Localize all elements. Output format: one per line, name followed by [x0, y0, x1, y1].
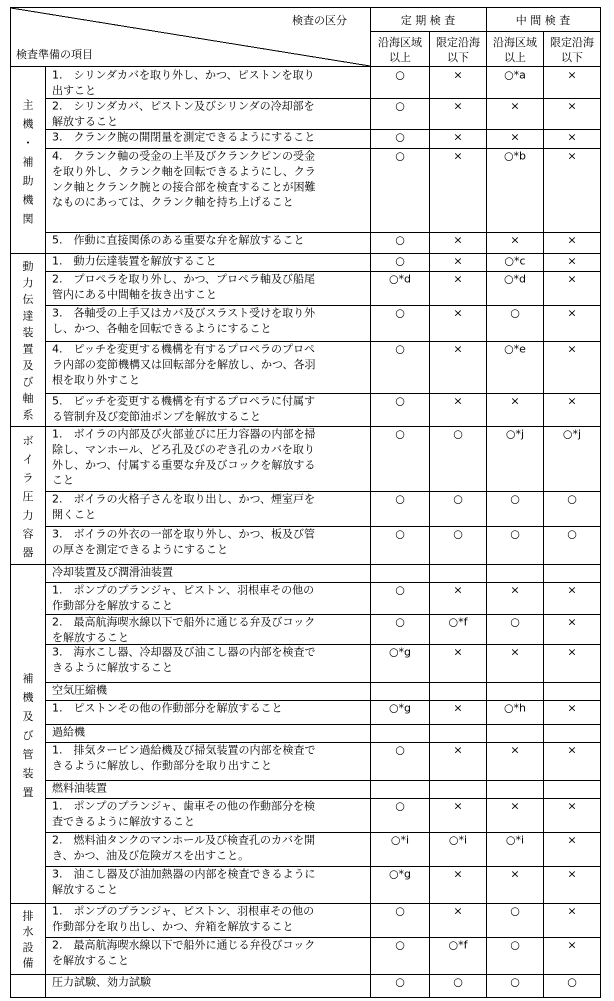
check-mark: ○*j: [562, 427, 582, 441]
check-mark: ×: [567, 645, 577, 659]
item-text-line: 管内にある中間軸を抜き出すこと: [52, 287, 217, 301]
check-mark: ×: [510, 867, 520, 881]
check-mark: ○: [510, 306, 520, 320]
section-label-char: 助: [22, 174, 34, 188]
check-mark: ○*b: [503, 149, 527, 163]
check-mark: ○: [510, 615, 520, 629]
col-header-line: 限定沿海: [550, 36, 594, 49]
table-row: [45, 683, 600, 697]
table-row: [45, 615, 600, 644]
check-mark: ○*f: [448, 615, 468, 629]
check-mark: ×: [510, 233, 520, 247]
table-row: [52, 68, 577, 97]
item-text-line: 圧力試験、効力試験: [52, 975, 151, 989]
check-mark: ○*h: [503, 701, 527, 715]
check-mark: ×: [567, 904, 577, 918]
table-row: [45, 833, 600, 862]
check-mark: ×: [453, 149, 463, 163]
section-label-char: 備: [22, 956, 34, 970]
check-mark: ○*d: [388, 272, 412, 286]
table-row: [45, 272, 600, 301]
check-mark: ×: [453, 99, 463, 113]
check-mark: ○*i: [505, 833, 525, 847]
check-mark: ○: [395, 527, 405, 541]
check-mark: ×: [453, 904, 463, 918]
check-mark: ○: [395, 492, 405, 506]
periodic-inspection-header: 定 期 検 査: [400, 14, 456, 27]
check-mark: ×: [567, 615, 577, 629]
check-mark: ○*i: [390, 833, 410, 847]
check-mark: ×: [453, 233, 463, 247]
check-mark: ○*g: [388, 867, 412, 881]
check-mark: ○: [395, 254, 405, 268]
check-mark: ×: [567, 233, 577, 247]
check-mark: ×: [510, 799, 520, 813]
inspection-category-label: 検査の区分: [292, 14, 347, 27]
check-mark: ×: [567, 701, 577, 715]
col-header-limited-below-periodic: [436, 35, 480, 64]
check-mark: ○: [395, 427, 405, 441]
table-row: [45, 938, 600, 967]
section-main-engine: [10, 68, 600, 254]
table-row: [45, 99, 600, 128]
check-mark: ×: [567, 306, 577, 320]
item-text-line: 5. 作動に直接関係のある重要な弁を解放すること: [52, 233, 305, 247]
item-text-line: 解放すること: [52, 882, 118, 896]
item-text-line: 2. 燃料油タンクのマンホール及び検査孔のカバを開: [52, 833, 316, 847]
section-label-char: 装: [22, 766, 34, 780]
item-text-line: 4. ピッチを変更する機構を有するプロペラのプロペ: [52, 342, 316, 356]
check-mark: ○*d: [503, 272, 527, 286]
item-text-line: 2. 最高航海喫水線以下で船外に通じる弁及びコック: [52, 615, 316, 629]
section-label-char: 水: [22, 925, 34, 939]
check-mark: ×: [453, 254, 463, 268]
check-mark: ×: [453, 583, 463, 597]
section-label-char: 補: [22, 155, 34, 169]
check-mark: ○*f: [448, 938, 468, 952]
section-label-char: 動: [22, 259, 34, 273]
section-label-char: ・: [22, 136, 34, 150]
col-header-line: 沿海区域: [493, 36, 537, 49]
check-mark: ×: [567, 254, 577, 268]
item-text-line: なものにあっては、クランク軸を持ち上げること: [52, 195, 294, 209]
table-row: [45, 306, 600, 335]
check-mark: ×: [453, 130, 463, 144]
section-auxiliary: [10, 565, 600, 904]
table-row: [45, 394, 600, 423]
section-label-char: 伝: [22, 292, 34, 306]
section-label-char: ラ: [22, 471, 34, 485]
item-text-line: 作動部分を解放すること: [52, 598, 173, 612]
check-mark: ○*i: [448, 833, 468, 847]
check-mark: ○: [395, 99, 405, 113]
section-label-char: 及: [22, 709, 34, 723]
table-row: [45, 799, 600, 828]
check-mark: ×: [567, 99, 577, 113]
col-header-line: 沿海区域: [378, 36, 422, 49]
item-text-line: の厚さを測定できるようにすること: [52, 542, 228, 556]
item-text-line: 除し、マンホール、どろ孔及びのぞき孔のカバを取り: [52, 442, 315, 456]
check-mark: ○*c: [504, 254, 526, 268]
item-text-line: 4. クランク軸の受金の上半及びクランクピンの受金: [52, 149, 316, 163]
item-text-line: 1. 排気タービン過給機及び掃気装置の内部を検査で: [52, 743, 316, 757]
check-mark: ×: [453, 342, 463, 356]
col-header-line: 以下: [447, 51, 469, 64]
check-mark: ○*g: [388, 645, 412, 659]
col-header-line: 以下: [561, 51, 583, 64]
item-text-line: 燃料油装置: [52, 781, 107, 795]
check-mark: ○: [567, 527, 577, 541]
col-header-coastal-above-intermediate: [493, 35, 537, 64]
preparation-items-label: 検査準備の項目: [16, 48, 93, 61]
item-text-line: を取り外し、クランク軸を回転できるようにし、クラ: [52, 164, 316, 178]
section-label-char: 主: [22, 98, 34, 112]
check-mark: ○: [395, 938, 405, 952]
item-text-line: 1. ポンプのプランジャ、ピストン、羽根車その他の: [52, 583, 315, 597]
check-mark: ○: [395, 799, 405, 813]
item-text-line: 3. 油こし器及び油加熱器の内部を検査できるように: [52, 867, 316, 881]
section-label-char: イ: [22, 453, 34, 467]
check-mark: ○: [510, 975, 520, 989]
check-mark: ×: [510, 130, 520, 144]
check-mark: ×: [567, 583, 577, 597]
check-mark: ○: [567, 975, 577, 989]
check-mark: ○: [395, 233, 405, 247]
item-text-line: 開くこと: [52, 507, 96, 521]
item-text-line: 2. シリンダカバ、ピストン及びシリンダの冷却部を: [52, 99, 315, 113]
table-row: [45, 492, 600, 521]
check-mark: ○*a: [504, 68, 526, 82]
check-mark: ×: [567, 938, 577, 952]
check-mark: ○: [567, 492, 577, 506]
item-text-line: 1. ボイラの内部及び火部並びに圧力容器の内部を掃: [52, 427, 316, 441]
item-text-line: 2. 最高航海喫水線以下で船外に通じる弁役びコック: [52, 938, 316, 952]
section-label-char: 設: [22, 940, 34, 954]
table-row: [52, 254, 577, 268]
check-mark: ○: [395, 68, 405, 82]
item-text-line: こと: [52, 473, 74, 487]
check-mark: ×: [510, 583, 520, 597]
check-mark: ○: [510, 904, 520, 918]
check-mark: ×: [567, 272, 577, 286]
check-mark: ×: [453, 394, 463, 408]
check-mark: ×: [567, 799, 577, 813]
section-label-char: 力: [22, 508, 34, 522]
check-mark: ○: [453, 427, 463, 441]
check-mark: ○*j: [505, 427, 525, 441]
table-row: [45, 867, 600, 896]
table-row: [52, 975, 577, 989]
section-pressure-test: [10, 975, 600, 998]
item-text-line: 2. ボイラの火格子さんを取り出し、かつ、煙室戸を: [52, 492, 316, 506]
col-header-line: 限定沿海: [436, 36, 480, 49]
check-mark: ×: [510, 743, 520, 757]
col-header-line: 以上: [389, 51, 411, 64]
check-mark: ○: [395, 130, 405, 144]
item-text-line: 3. ボイラの外衣の一部を取り外し、かつ、板及び管: [52, 527, 316, 541]
check-mark: ×: [567, 394, 577, 408]
item-text-line: 冷却装置及び潤滑油装置: [52, 565, 173, 579]
section-label-char: 器: [22, 545, 34, 559]
check-mark: ×: [453, 68, 463, 82]
item-text-line: 根を取り外すこと: [52, 373, 140, 387]
item-text-line: きるように解放し、作動部分を取り出すこと: [52, 758, 272, 772]
check-mark: ○: [453, 527, 463, 541]
check-mark: ×: [453, 306, 463, 320]
col-header-coastal-above-periodic: [378, 35, 422, 64]
section-label-char: 機: [22, 117, 34, 131]
check-mark: ○: [453, 492, 463, 506]
table-row: [45, 645, 600, 674]
item-text-line: 査できるように解放すること: [52, 814, 195, 828]
section-label-char: 機: [22, 193, 34, 207]
item-text-line: 空気圧縮機: [52, 683, 107, 697]
section-label-char: び: [22, 728, 34, 742]
table-row: [45, 233, 600, 247]
intermediate-inspection-header: 中 間 検 査: [515, 14, 571, 27]
item-text-line: 1. ピストンその他の作動部分を解放すること: [52, 701, 283, 715]
check-mark: ○: [510, 527, 520, 541]
table-row: [45, 583, 600, 612]
table-row: [45, 342, 600, 387]
check-mark: ×: [453, 799, 463, 813]
check-mark: ○: [510, 492, 520, 506]
item-text-line: る管制弁及び変節油ポンプを解放すること: [52, 409, 261, 423]
item-text-line: 3. 各軸受の上手又はカバ及びスラスト受けを取り外: [52, 306, 316, 320]
item-text-line: ラ内部の変節機構又は回転部分を解放し、かつ、各羽: [52, 357, 316, 371]
section-label-char: 力: [22, 276, 34, 290]
section-label-char: 圧: [22, 490, 34, 504]
check-mark: ○: [395, 149, 405, 163]
check-mark: ×: [453, 867, 463, 881]
section-label-char: 容: [22, 527, 34, 541]
check-mark: ○*g: [388, 701, 412, 715]
check-mark: ×: [567, 743, 577, 757]
check-mark: ×: [453, 743, 463, 757]
check-mark: ×: [510, 99, 520, 113]
item-text-line: 3. クランク腕の開閉量を測定できるようにすること: [52, 130, 316, 144]
section-label-char: 装: [22, 325, 34, 339]
check-mark: ○: [395, 394, 405, 408]
section-label-char: 置: [22, 342, 34, 356]
section-label-char: 補: [22, 671, 34, 685]
section-label-char: 排: [22, 909, 34, 923]
section-power-transmission: [10, 254, 600, 427]
check-mark: ×: [567, 68, 577, 82]
section-label-char: ボ: [22, 434, 34, 448]
check-mark: ×: [567, 342, 577, 356]
item-text-line: 1. 動力伝達装置を解放すること: [52, 254, 217, 268]
section-label-char: 機: [22, 690, 34, 704]
section-label-char: 達: [22, 309, 34, 323]
section-boiler: [10, 427, 600, 565]
check-mark: ×: [567, 130, 577, 144]
section-label-char: 管: [22, 747, 34, 761]
check-mark: ○: [395, 342, 405, 356]
item-text-line: 3. 海水こし器、冷却器及び油こし器の内部を検査で: [52, 645, 316, 659]
check-mark: ○*e: [504, 342, 526, 356]
table-row: [52, 904, 577, 933]
item-text-line: 出すこと: [52, 83, 96, 97]
section-label-char: 関: [22, 212, 34, 226]
check-mark: ×: [567, 149, 577, 163]
check-mark: ×: [567, 867, 577, 881]
check-mark: ×: [567, 833, 577, 847]
section-label-char: 系: [22, 408, 34, 422]
item-text-line: を解放すること: [52, 953, 129, 967]
item-text-line: 1. ポンプのプランジャ、歯車その他の作動部分を検: [52, 799, 315, 813]
item-text-line: 作動部分を取り出し、かつ、弁箱を解放すること: [52, 919, 294, 933]
table-row: [45, 149, 600, 209]
check-mark: ○: [453, 975, 463, 989]
check-mark: ×: [453, 272, 463, 286]
check-mark: ×: [453, 701, 463, 715]
check-mark: ○: [510, 938, 520, 952]
item-text-line: 1. ポンプのプランジャ、ピストン、羽根車その他の: [52, 904, 315, 918]
item-text-line: 解放すること: [52, 114, 118, 128]
check-mark: ×: [453, 645, 463, 659]
table-row: [45, 743, 600, 772]
section-label-char: 軸: [22, 391, 34, 405]
table-row: [45, 130, 600, 144]
item-text-line: きるように解放すること: [52, 660, 173, 674]
table-row: [45, 781, 600, 795]
check-mark: ○: [395, 975, 405, 989]
table-body: [10, 68, 600, 998]
item-text-line: き、かつ、油及び危険ガスを出すこと。: [52, 848, 250, 862]
item-text-line: 5. ピッチを変更する機構を有するプロペラに付属す: [52, 394, 316, 408]
item-text-line: 外し、かつ、付属する重要な弁及びコックを解放する: [52, 458, 316, 472]
check-mark: ○: [395, 904, 405, 918]
item-text-line: 過給機: [52, 725, 85, 739]
item-text-line: し、かつ、各軸を回転できるようにすること: [52, 321, 272, 335]
table-row: [45, 701, 600, 715]
table-row: [52, 565, 173, 579]
check-mark: ×: [510, 394, 520, 408]
section-label-char: び: [22, 375, 34, 389]
check-mark: ○: [395, 743, 405, 757]
section-label-char: 及: [22, 358, 34, 372]
check-mark: ○: [395, 306, 405, 320]
item-text-line: 1. シリンダカバを取り外し、かつ、ピストンを取り: [52, 68, 315, 82]
col-header-line: 以上: [504, 51, 526, 64]
col-header-limited-below-intermediate: [550, 35, 594, 64]
table-row: [45, 527, 600, 556]
item-text-line: ンク軸とクランク腕との接合部を検査することが困難: [52, 180, 316, 194]
table-row: [45, 725, 600, 739]
item-text-line: を解放すること: [52, 630, 129, 644]
check-mark: ○: [395, 583, 405, 597]
item-text-line: 2. プロペラを取り外し、かつ、プロペラ軸及び船尾: [52, 272, 316, 286]
check-mark: ○: [395, 615, 405, 629]
table-row: [52, 427, 581, 487]
section-label-char: 置: [22, 785, 34, 799]
check-mark: ×: [510, 645, 520, 659]
section-drainage: [10, 904, 600, 975]
